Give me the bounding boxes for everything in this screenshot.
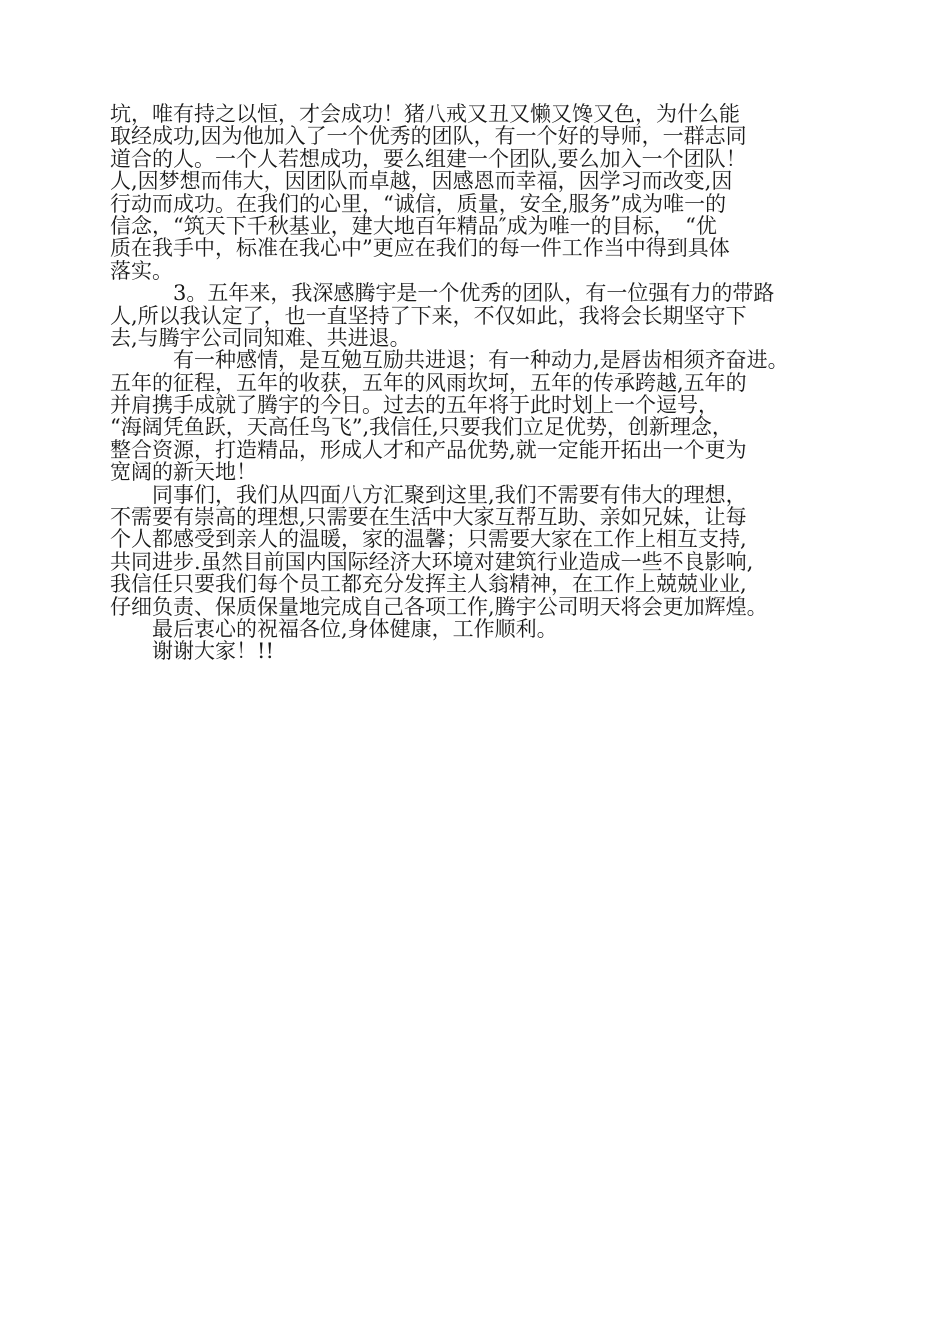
text-line: 最后衷心的祝福各位,身体健康，工作顺利。 [152, 616, 558, 641]
text-line: 我信任只要我们每个员工都充分发挥主人翁精神，在工作上兢兢业业, [110, 572, 747, 597]
text-line: 同事们，我们从四面八方汇聚到这里,我们不需要有伟大的理想， [152, 482, 747, 507]
text-line: 质在我手中，标准在我心中”更应在我们的每一件工作当中得到具体 [110, 236, 730, 261]
text-line: 坑，唯有持之以恒，才会成功！猪八戒又丑又懒又馋又色，为什么能 [110, 102, 740, 126]
text-line: 整合资源，打造精品，形成人才和产品优势,就一定能开拓出一个更为 [110, 437, 747, 462]
text-line: 五年的征程，五年的收获，五年的风雨坎坷，五年的传承跨越,五年的 [110, 370, 747, 395]
document-body [110, 103, 870, 663]
text-line: “海阔凭鱼跃，天高任鸟飞”,我信任,只要我们立足优势，创新理念， [110, 415, 733, 440]
text-line: 不需要有崇高的理想,只需要在生活中大家互帮互助、亲如兄妹，让每 [110, 505, 747, 530]
text-line: 信念，“筑天下千秋基业，建大地百年精品″成为唯一的目标， “优 [110, 213, 717, 238]
text-line: 宽阔的新天地！ [110, 460, 257, 485]
text-line: 共同进步.虽然目前国内国际经济大环境对建筑行业造成一些不良影响, [110, 549, 754, 574]
text-line: 谢谢大家！!! [152, 639, 274, 664]
text-line: 3。五年来，我深感腾宇是一个优秀的团队，有一位强有力的带路 [152, 281, 775, 306]
text-line: 行动而成功。在我们的心里，“诚信，质量，安全,服务”成为唯一的 [110, 191, 727, 216]
text-line: 仔细负责、保质保量地完成自己各项工作,腾宇公司明天将会更加辉煌。 [110, 594, 768, 619]
text-line: 并肩携手成就了腾宇的今日。过去的五年将于此时划上一个逗号， [110, 393, 719, 418]
text-line: 有一种感情，是互勉互励共进退；有一种动力,是唇齿相须齐奋进。 [152, 348, 789, 373]
text-line: 取经成功,因为他加入了一个优秀的团队，有一个好的导师，一群志同 [110, 124, 747, 149]
text-line: 人,因梦想而伟大，因团队而卓越，因感恩而幸福，因学习而改变,因 [110, 169, 733, 194]
text-line: 道合的人。一个人若想成功，要么组建一个团队,要么加入一个团队！ [110, 146, 747, 171]
text-line: 落实。 [110, 258, 173, 283]
text-line: 个人都感受到亲人的温暖，家的温馨；只需要大家在工作上相互支持, [110, 527, 747, 552]
text-line: 人,所以我认定了，也一直坚持了下来，不仅如此，我将会长期坚守下 [110, 303, 747, 328]
text-line: 去,与腾宇公司同知难、共进退。 [110, 325, 411, 350]
